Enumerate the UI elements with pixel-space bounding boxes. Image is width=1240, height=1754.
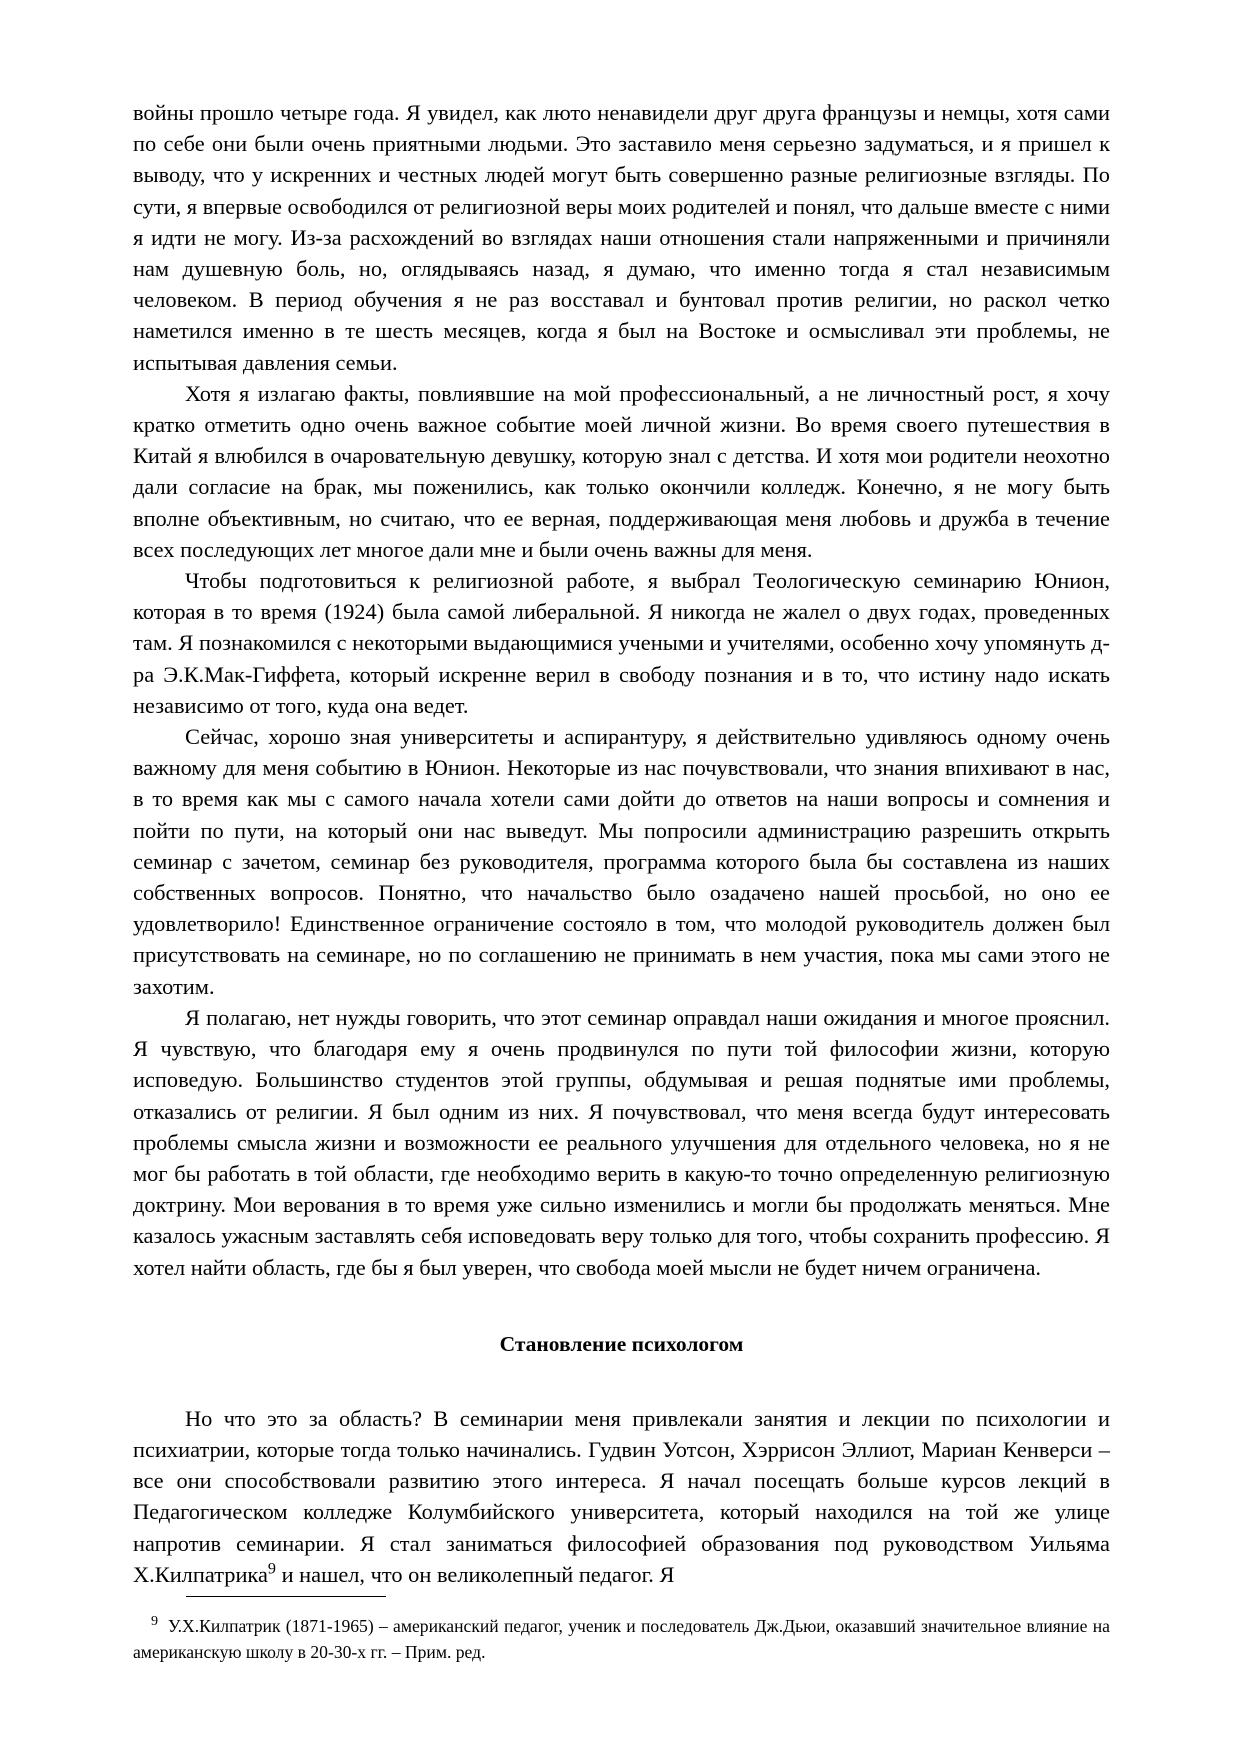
paragraph-seminary: Чтобы подготовиться к религиозной работе, я выбрал Теологическую семинарию Юнион, которая в то время (1924) была самой либеральной. Я никогда не жалел о двух годах, проведенных там. Я познакомился с некоторыми выдающимися учеными и учителями, особенно хочу упомянуть д-ра Э.К.Мак-Гиффета, который искренне верил в свободу познания и в то, что истину надо искать независимо от того, куда она ведет.: [133, 568, 1110, 718]
section-heading: Становление психологом: [499, 1331, 744, 1356]
paragraph-seminar-result: Я полагаю, нет нужды говорить, что этот семинар оправдал наши ожидания и многое прояснил. Я чувствую, что благодаря ему я очень продвинулся по пути той философии жизни, которую исповедую. Большинство студентов этой группы, обдумывая и решая поднятые ими проблемы, отказались от религии. Я был одним из них. Я почувствовал, что меня всегда будут интересовать проблемы смысла жизни и возможности ее реального улучшения для отдельного человека, но я не мог бы работать в той области, где необходимо верить в какую-то точно определенную религиозную доктрину. Мои верования в то время уже сильно изменились и могли бы продолжать меняться. Мне казалось ужасным заставлять себя исповедовать веру только для того, чтобы сохранить профессию. Я хотел найти область, где бы я был уверен, что свобода моей мысли не будет ничем ограничена.: [133, 1004, 1110, 1280]
paragraph-becoming-psychologist: [133, 1403, 1110, 1590]
footnote-body-text: У.Х.Килпатрик (1871-1965) – американский педагог, ученик и последователь Дж.Дьюи, оказавший значительное влияние на американскую школу в 20-30-х гг. – Прим. ред.: [133, 1616, 1110, 1662]
paragraph-personal-life: Хотя я излагаю факты, повлиявшие на мой профессиональный, а не личностный рост, я хочу кратко отметить одно очень важное событие моей личной жизни. Во время своего путешествия в Китай я влюбился в очаровательную девушку, которую знал с детства. И хотя мои родители неохотно дали согласие на брак, мы поженились, как только окончили колледж. Конечно, я не могу быть вполне объективным, но считаю, что ее верная, поддерживающая меня любовь и дружба в течение всех последующих лет многое дали мне и были очень важны для меня.: [133, 380, 1110, 562]
footnote-area: [133, 1596, 1110, 1665]
paragraph-text-before-footnote: Но что это за область? В семинарии меня привлекали занятия и лекции по психологии и психиатрии, которые тогда только начинались. Гудвин Уотсон, Хэррисон Эллиот, Мариан Кенверси – все они способствовали развитию этого интереса. Я начал посещать больше курсов лекций в Педагогическом колледже Колумбийского университета, который находился на той же улице напротив семинарии. Я стал заниматься философией образования под руководством Уильяма Х.Килпатрика: [133, 1405, 1110, 1587]
footnote-separator-rule: [186, 1596, 386, 1597]
paragraph-war-years: войны прошло четыре года. Я увидел, как люто ненавидели друг друга французы и немцы, хотя сами по себе они были очень приятными людьми. Это заставило меня серьезно задуматься, и я пришел к выводу, что у искренних и честных людей могут быть совершенно разные религиозные взгляды. По сути, я впервые освободился от религиозной веры моих родителей и понял, что дальше вместе с ними я идти не могу. Из-за расхождений во взглядах наши отношения стали напряженными и причиняли нам душевную боль, но, оглядываясь назад, я думаю, что именно тогда я стал независимым человеком. В период обучения я не раз восставал и бунтовал против религии, но раскол четко наметился именно в те шесть месяцев, когда я был на Востоке и осмысливал эти проблемы, не испытывая давления семьи.: [133, 100, 1110, 375]
paragraph-text-after-footnote: и нашел, что он великолепный педагог. Я: [275, 1561, 675, 1587]
footnote-entry: [133, 1613, 1110, 1665]
footnote-reference-marker[interactable]: 9: [267, 1560, 276, 1578]
footnote-number: 9: [151, 1613, 159, 1630]
paragraph-seminar-request: Сейчас, хорошо зная университеты и аспирантуру, я действительно удивляюсь одному очень важному для меня событию в Юнион. Некоторые из нас почувствовали, что знания впихивают в нас, в то время как мы с самого начала хотели сами дойти до ответов на наши вопросы и сомнения и пойти по пути, на который они нас выведут. Мы попросили администрацию разрешить открыть семинар с зачетом, семинар без руководителя, программа которого была бы составлена из наших собственных вопросов. Понятно, что начальство было озадачено нашей просьбой, но оно ее удовлетворило! Единственное ограничение состояло в том, что молодой руководитель должен был присутствовать на семинаре, но по соглашению не принимать в нем участия, пока мы сами этого не захотим.: [133, 724, 1110, 999]
